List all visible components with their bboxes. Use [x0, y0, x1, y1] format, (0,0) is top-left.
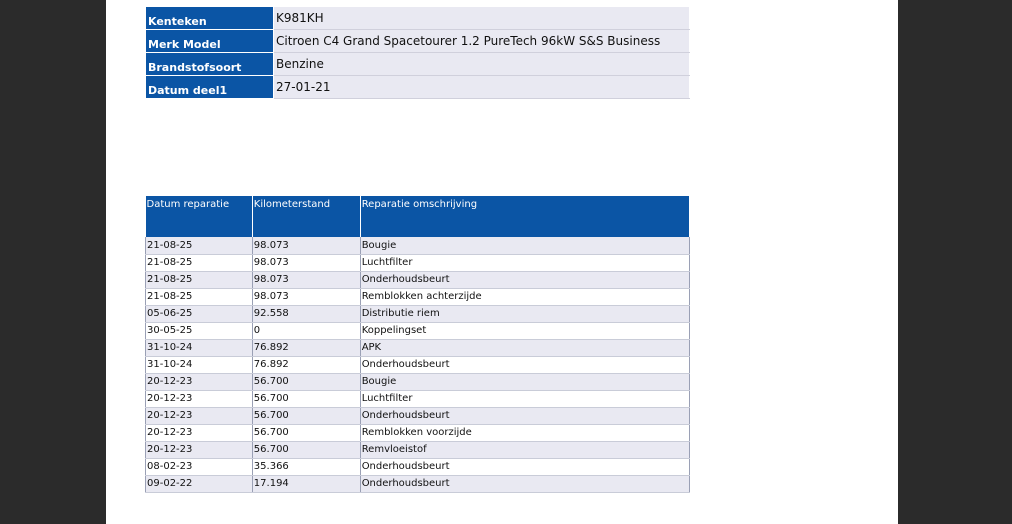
table-row: [146, 373, 690, 390]
vehicle-value: K981KH: [274, 7, 690, 30]
repair-description: Bougie: [360, 237, 689, 254]
document-page: [106, 0, 898, 524]
repair-description: Onderhoudsbeurt: [360, 407, 689, 424]
repair-date: 09-02-22: [146, 475, 253, 492]
repair-description: Koppelingset: [360, 322, 689, 339]
table-row: [146, 407, 690, 424]
repair-km: 76.892: [252, 339, 360, 356]
repair-km: 98.073: [252, 271, 360, 288]
repair-date: 20-12-23: [146, 373, 253, 390]
repair-description: Luchtfilter: [360, 390, 689, 407]
vehicle-value: 27-01-21: [274, 76, 690, 99]
header-datum-reparatie: Datum reparatie: [146, 196, 253, 237]
repair-km: 35.366: [252, 458, 360, 475]
repair-description: Remblokken achterzijde: [360, 288, 689, 305]
repair-km: 56.700: [252, 407, 360, 424]
repair-date: 21-08-25: [146, 237, 253, 254]
repair-date: 21-08-25: [146, 288, 253, 305]
repair-description: Onderhoudsbeurt: [360, 356, 689, 373]
vehicle-value: Benzine: [274, 53, 690, 76]
repair-history-table: [145, 196, 690, 493]
vehicle-row-datum-deel1: [146, 76, 690, 99]
table-row: [146, 424, 690, 441]
repair-date: 21-08-25: [146, 254, 253, 271]
repair-km: 98.073: [252, 288, 360, 305]
repair-date: 20-12-23: [146, 390, 253, 407]
repair-km: 56.700: [252, 441, 360, 458]
repair-km: 56.700: [252, 373, 360, 390]
repair-km: 76.892: [252, 356, 360, 373]
table-row: [146, 458, 690, 475]
repair-description: APK: [360, 339, 689, 356]
repair-description: Remvloeistof: [360, 441, 689, 458]
vehicle-row-merk-model: [146, 30, 690, 53]
vehicle-label: Kenteken: [146, 7, 274, 30]
repair-km: 17.194: [252, 475, 360, 492]
header-kilometerstand: Kilometerstand: [252, 196, 360, 237]
repair-description: Onderhoudsbeurt: [360, 458, 689, 475]
repair-date: 20-12-23: [146, 424, 253, 441]
table-row: [146, 305, 690, 322]
table-row: [146, 356, 690, 373]
repair-description: Distributie riem: [360, 305, 689, 322]
table-row: [146, 271, 690, 288]
vehicle-label: Datum deel1: [146, 76, 274, 99]
repair-header-row: [146, 196, 690, 237]
repair-description: Remblokken voorzijde: [360, 424, 689, 441]
vehicle-row-brandstofsoort: [146, 53, 690, 76]
repair-km: 56.700: [252, 424, 360, 441]
repair-km: 56.700: [252, 390, 360, 407]
repair-date: 08-02-23: [146, 458, 253, 475]
repair-date: 20-12-23: [146, 407, 253, 424]
repair-description: Bougie: [360, 373, 689, 390]
repair-date: 31-10-24: [146, 339, 253, 356]
header-reparatie-omschrijving: Reparatie omschrijving: [360, 196, 689, 237]
table-row: [146, 322, 690, 339]
table-row: [146, 441, 690, 458]
repair-date: 05-06-25: [146, 305, 253, 322]
vehicle-label: Brandstofsoort: [146, 53, 274, 76]
repair-description: Onderhoudsbeurt: [360, 475, 689, 492]
table-row: [146, 475, 690, 492]
table-row: [146, 237, 690, 254]
repair-date: 31-10-24: [146, 356, 253, 373]
repair-km: 98.073: [252, 254, 360, 271]
repair-date: 21-08-25: [146, 271, 253, 288]
repair-km: 92.558: [252, 305, 360, 322]
table-row: [146, 254, 690, 271]
table-row: [146, 288, 690, 305]
vehicle-label: Merk Model: [146, 30, 274, 53]
repair-km: 0: [252, 322, 360, 339]
repair-description: Luchtfilter: [360, 254, 689, 271]
repair-description: Onderhoudsbeurt: [360, 271, 689, 288]
vehicle-value: Citroen C4 Grand Spacetourer 1.2 PureTech 96kW S&S Business: [274, 30, 690, 53]
repair-km: 98.073: [252, 237, 360, 254]
vehicle-row-kenteken: [146, 7, 690, 30]
table-row: [146, 339, 690, 356]
repair-date: 20-12-23: [146, 441, 253, 458]
vehicle-info-table: [145, 6, 690, 99]
repair-date: 30-05-25: [146, 322, 253, 339]
table-row: [146, 390, 690, 407]
